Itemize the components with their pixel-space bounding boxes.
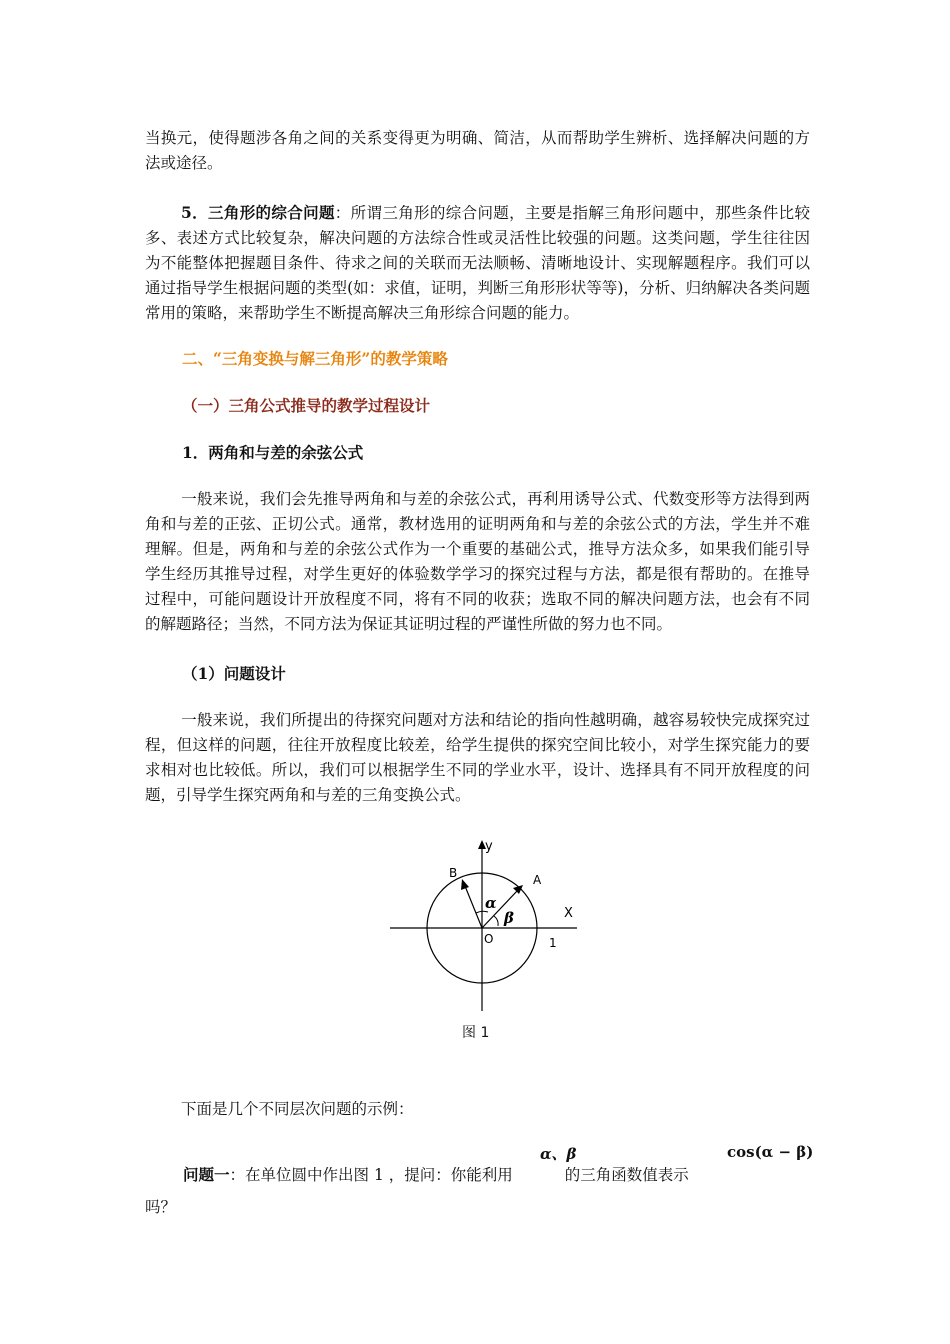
paragraph-question-design [145,708,810,808]
angle-beta-arc [494,916,498,926]
label-beta: β [504,909,514,927]
paragraph-continuation: 当换元，使得题涉各角之间的关系变得更为明确、简洁，从而帮助学生辨析、选择解决问题的方法或途径。 [145,129,810,172]
paragraph-triangle-problems [145,200,810,326]
paragraph-body: 一般来说，我们会先推导两角和与差的余弦公式，再利用诱导公式、代数变形等方法得到两角和与差的正弦、正切公式。通常，教材选用的证明两角和与差的余弦公式的方法，学生并不难理解。但是，两角和与差的余弦公式作为一个重要的基础公式，推导方法众多，如果我们能引导学生经历其推导过程，对学生更好的体验数学学习的探究过程与方法，都是很有帮助的。在推导过程中，可能问题设计开放程度不同，将有不同的收获；选取不同的解决问题方法，也会有不同的解题路径；当然，不同方法为保证其证明过程的严谨性所做的努力也不同。 [145,490,810,633]
paragraph-body: 下面是几个不同层次问题的示例： [181,1100,414,1118]
question-one-text-b: 的三角函数值表示 [564,1166,689,1184]
question-one-text-a: ：在单位圆中作出图 1 ，提问：你能利用 [229,1166,513,1184]
label-unit-one: 1 [549,936,557,950]
label-x: X [564,906,573,921]
question-one-end: 吗？ [145,1198,177,1216]
label-point-a: A [533,873,542,887]
paragraph-body: 一般来说，我们所提出的待探究问题对方法和结论的指向性越明确，越容易较快完成探究过程，但这样的问题，往往开放程度比较差，给学生提供的探究空间比较小，对学生探究能力的要求相对也比较低。所以，我们可以根据学生不同的学业水平，设计、选择具有不同开放程度的问题，引导学生探究两角和与差的三角变换公式。 [145,711,810,804]
math-cos-difference: cos(α − β) [727,1143,814,1161]
vector-ob-arrowhead [461,879,469,890]
paragraph-cosine-formula [145,487,810,637]
figure-caption: 图 1 [462,1025,490,1041]
label-y: y [485,839,493,854]
vector-ob [465,886,482,928]
section-heading-2: 二、“三角变换与解三角形”的教学策略 [182,349,448,368]
subsection-heading-1: （一）三角公式推导的教学过程设计 [182,396,431,415]
subsubsection-heading-1: 1．两角和与差的余弦公式 [182,443,364,462]
paragraph-body: ：所谓三角形的综合问题，主要是指解三角形问题中，那些条件比较多、表述方式比较复杂，解决问题的方法综合性或灵活性比较强的问题。这类问题，学生往往因为不能整体把握题目条件、待求之间的关联而无法顺畅、清晰地设计、实现解题程序。我们可以通过指导学生根据问题的类型(如：求值，证明，判断三角形形状等等)，分析、归纳解决各类问题常用的策略，来帮助学生不断提高解决三角形综合问题的能力。 [145,204,810,322]
paragraph-examples-intro [145,1097,810,1122]
label-point-b: B [449,866,458,880]
math-alpha-beta: α、β [540,1145,577,1163]
unit-circle-figure [385,836,585,1016]
question-one-label: 问题一 [183,1165,230,1184]
item-heading-question-design: （1）问题设计 [182,664,286,683]
question-one [183,1162,689,1188]
paragraph-lead-bold: 5．三角形的综合问题 [181,203,335,222]
label-alpha: α [485,894,497,912]
label-origin: O [484,932,494,946]
